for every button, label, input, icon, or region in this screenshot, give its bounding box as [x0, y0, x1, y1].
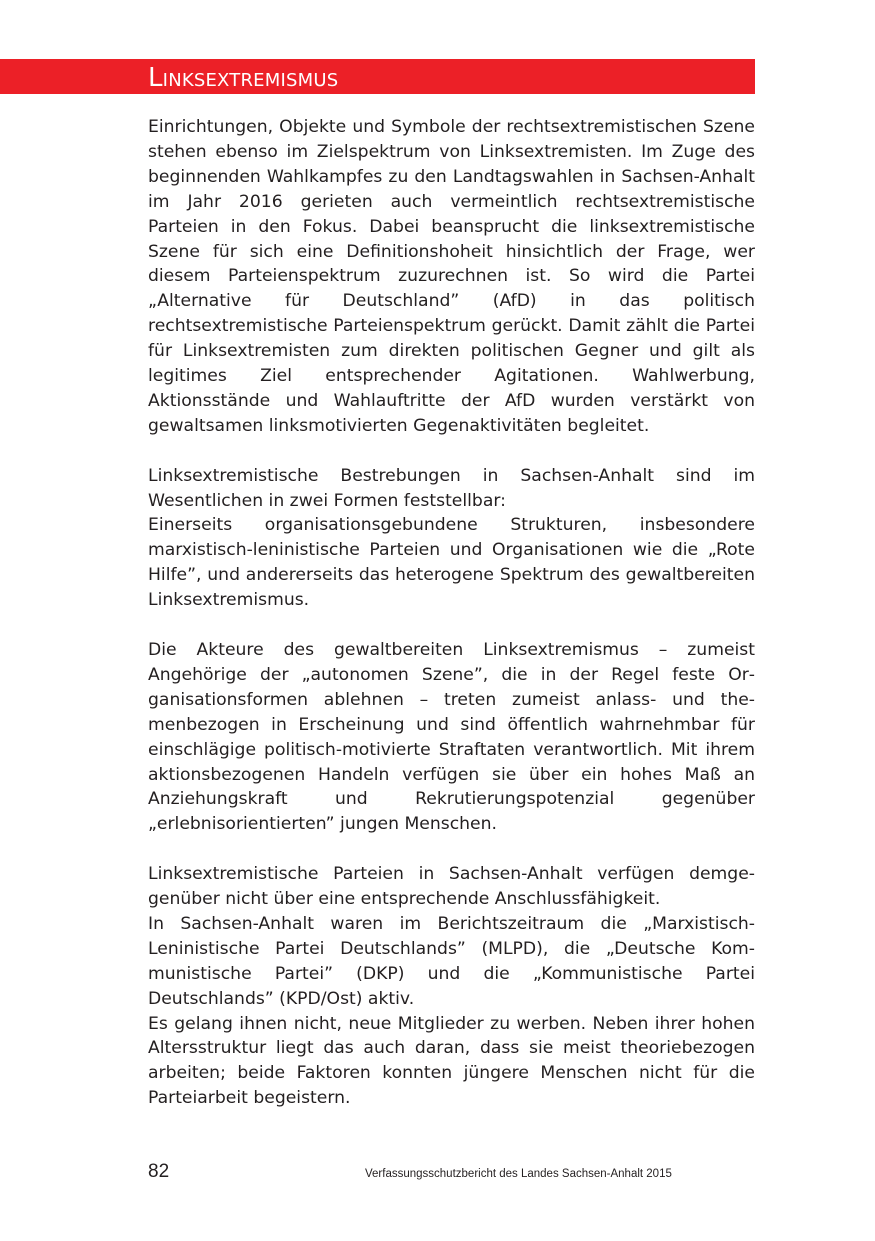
section-header-bar	[0, 59, 755, 94]
paragraph-block	[148, 115, 755, 439]
paragraph-block	[148, 464, 755, 613]
paragraph: In Sachsen-Anhalt waren im Berichtszeitraum die „Marxistisch-Leninistische Partei Deutschlands” (MLPD), die „Deutsche Kommunistische Partei” (DKP) und die „Kommunistische Partei Deutschlands” (KPD/Ost) aktiv.	[148, 913, 755, 1009]
paragraph-block	[148, 638, 755, 837]
section-title: Linksextremismus	[148, 63, 339, 93]
paragraph: Es gelang ihnen nicht, neue Mitglieder zu werben. Neben ihrer hohen Altersstruktur liegt das auch daran, dass sie meist theoriebezogen arbeiten; beide Faktoren konnten jüngere Menschen nicht für die Parteiarbeit begeistern.	[148, 1013, 755, 1109]
body-text	[148, 115, 755, 1111]
paragraph-spacer	[148, 439, 755, 464]
paragraph: Linksextremistische Bestrebungen in Sachsen-Anhalt sind im Wesentlichen in zwei Formen feststellbar:	[148, 465, 755, 511]
footer-publication-title: Verfassungsschutzbericht des Landes Sachsen-Anhalt 2015	[365, 1168, 672, 1180]
paragraph: Einerseits organisationsgebundene Strukturen, insbesondere marxistisch-leninistische Parteien und Organisationen wie die „Rote Hilfe”, und andererseits das heterogene Spektrum des gewaltbereiten Linksextremismus.	[148, 515, 755, 611]
page-number: 82	[148, 1161, 170, 1182]
paragraph: Linksextremistische Parteien in Sachsen-Anhalt verfügen demgegenüber nicht über eine entsprechende Anschlussfähigkeit.	[148, 864, 755, 910]
paragraph-spacer	[148, 613, 755, 638]
paragraph-block	[148, 862, 755, 1111]
paragraph-spacer	[148, 837, 755, 862]
paragraph: Die Akteure des gewaltbereiten Linksextremismus – zumeist Angehörige der „autonomen Szene”, die in der Regel feste Organisationsformen ablehnen – treten zumeist anlass- und themenbezogen in Erscheinung und sind öffentlich wahrnehmbar für einschlägige politisch-motivierte Straftaten verantwortlich. Mit ihrem aktionsbezogenen Handeln verfügen sie über ein hohes Maß an Anziehungskraft und Rekrutierungspotenzial gegenüber „erlebnisorientierten” jungen Menschen.	[148, 640, 755, 835]
paragraph: Einrichtungen, Objekte und Symbole der rechtsextremistischen Szene stehen ebenso im Zielspektrum von Linksextremisten. Im Zuge des beginnenden Wahlkampfes zu den Landtagswahlen in Sachsen-Anhalt im Jahr 2016 gerieten auch vermeintlich rechtsextremistische Parteien in den Fokus. Dabei beansprucht die linksextremistische Szene für sich eine Definitionshoheit hinsichtlich der Frage, wer diesem Parteienspektrum zuzurechnen ist. So wird die Partei „Alternative für Deutschland” (AfD) in das politisch rechtsextremistische Parteienspektrum gerückt. Damit zählt die Partei für Linksextremisten zum direkten politischen Gegner und gilt als legitimes Ziel entsprechender Agitationen. Wahlwerbung, Aktionsstände und Wahlauftritte der AfD wurden verstärkt von gewaltsamen linksmotivierten Gegenaktivitäten begleitet.	[148, 117, 755, 436]
